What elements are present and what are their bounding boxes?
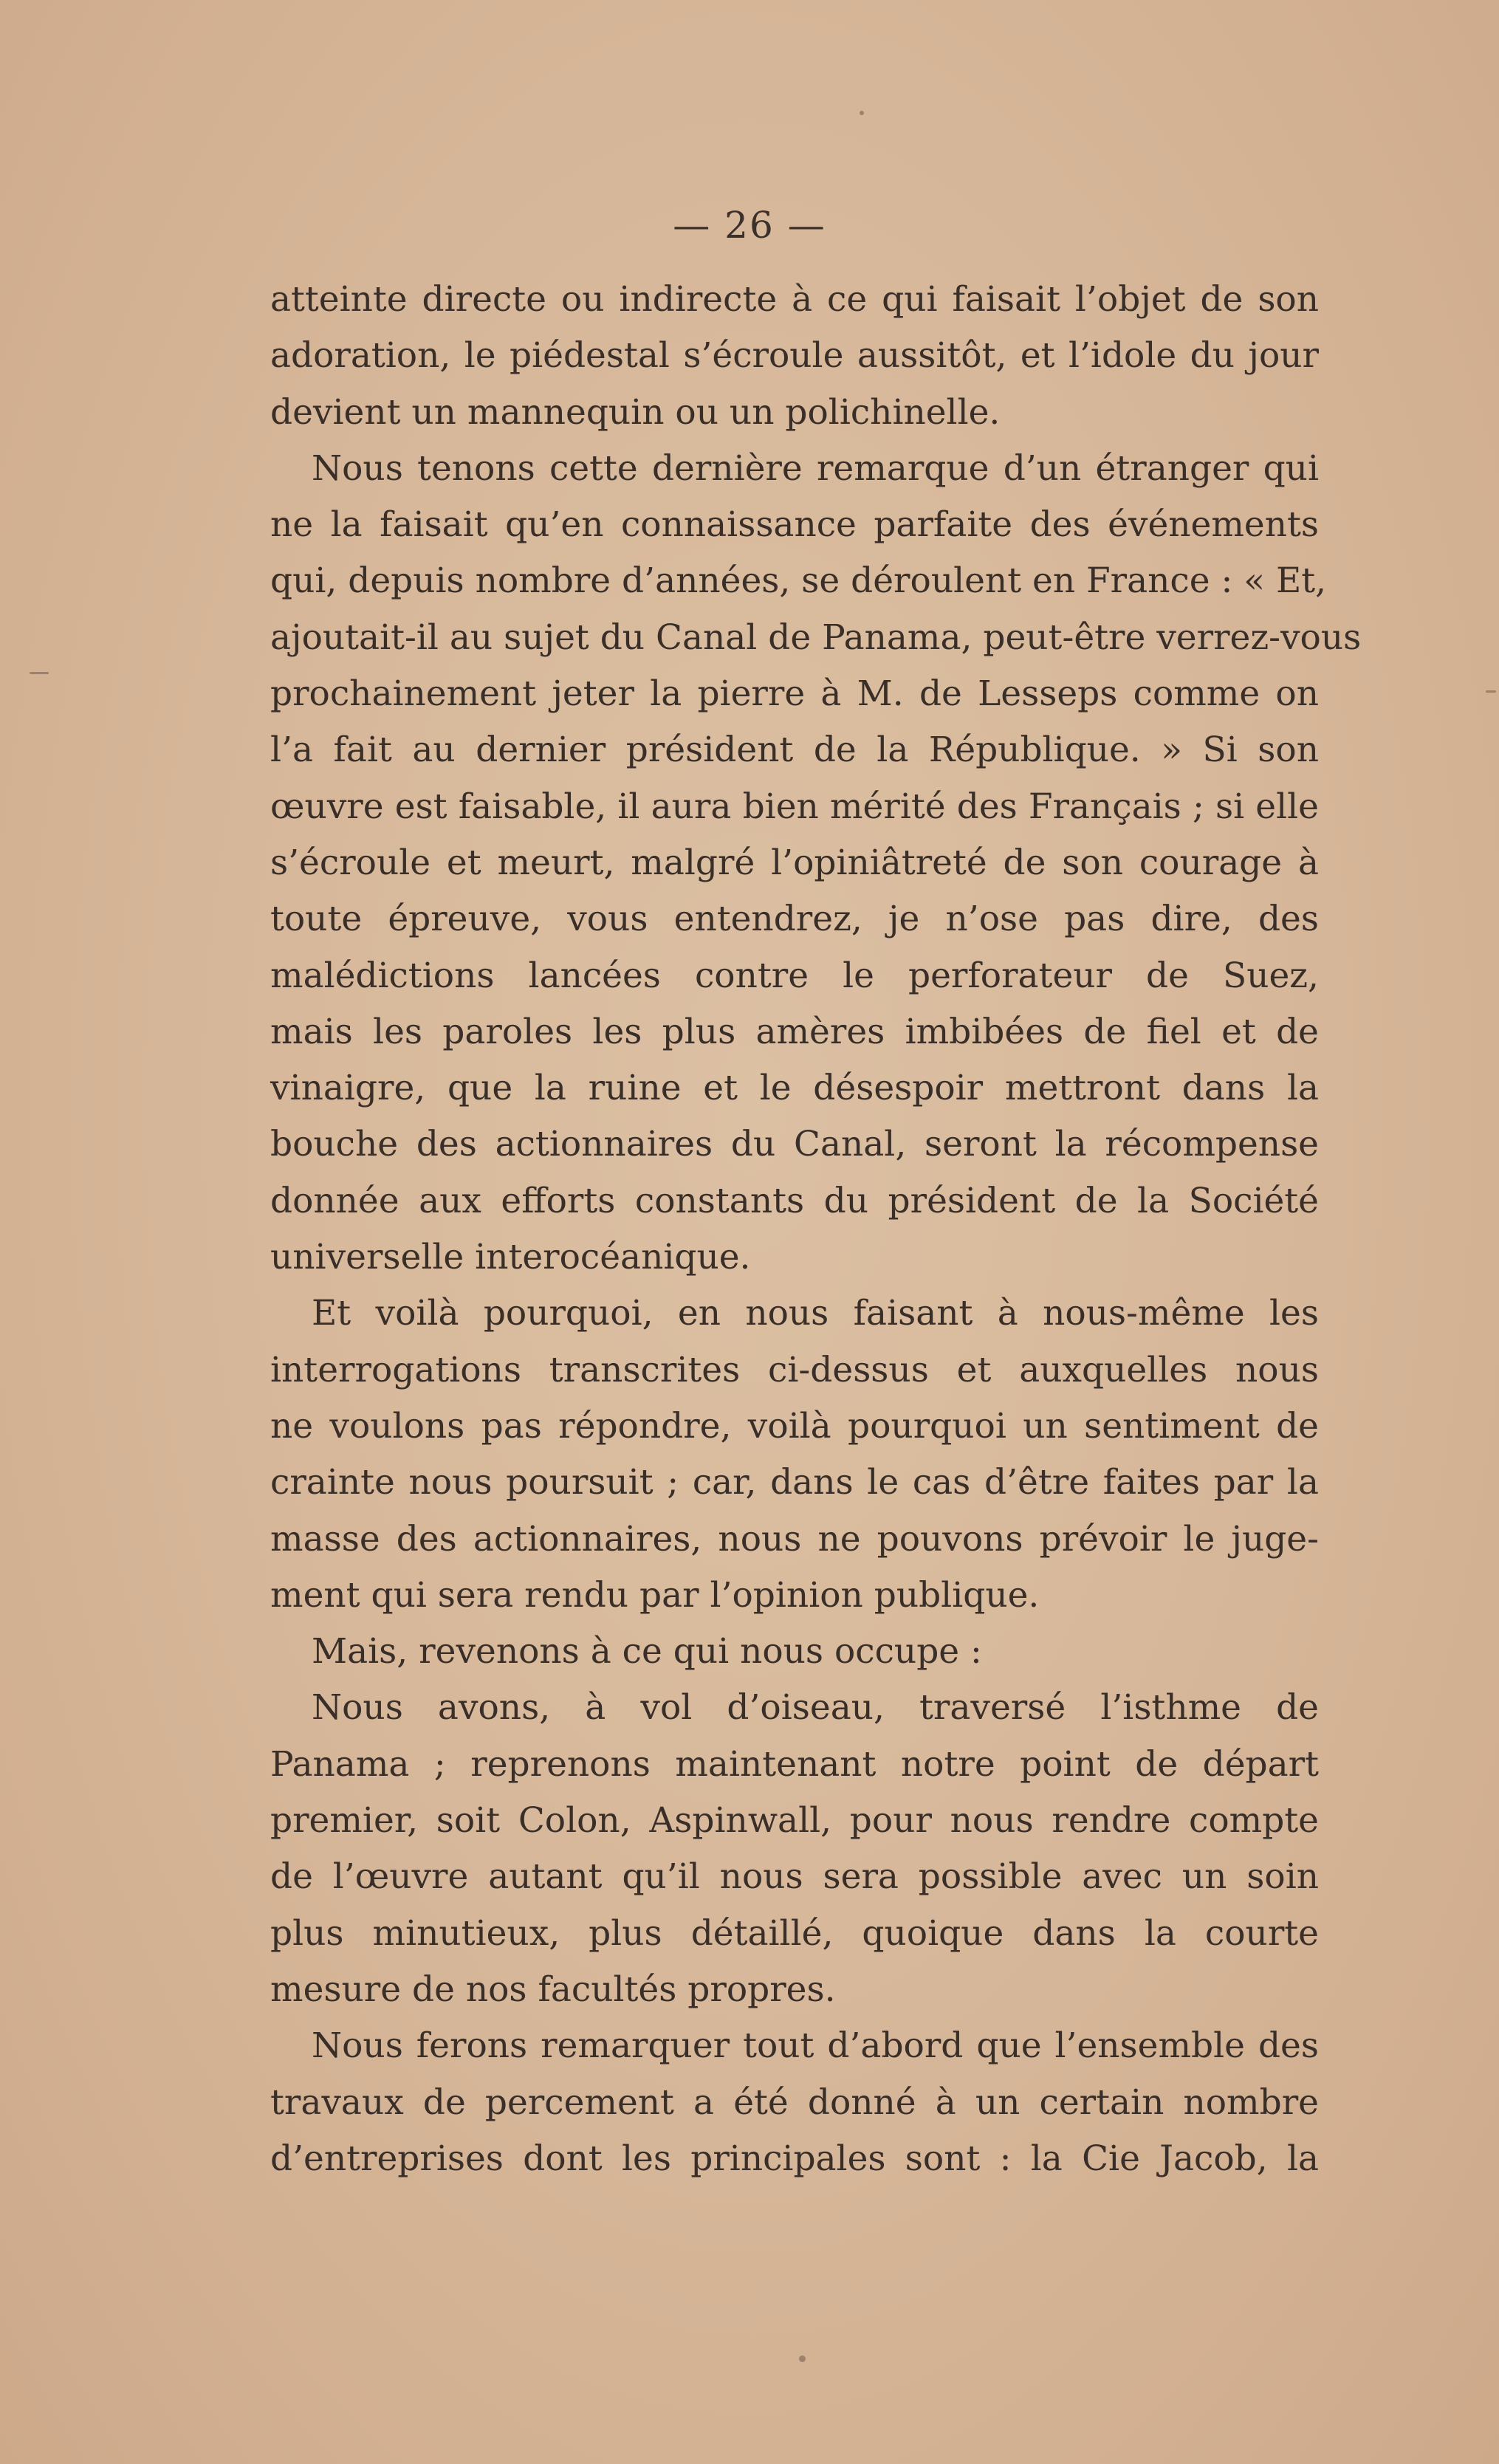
- text-line: Nous tenons cette dernière remarque d’un étranger qui: [312, 447, 1319, 489]
- text-line: ajoutait-il au sujet du Canal de Panama, peut-être verrez-vous: [270, 617, 1362, 658]
- text-line: de l’œuvre autant qu’il nous sera possible avec un soin: [270, 1856, 1319, 1898]
- text-line: prochainement jeter la pierre à M. de Lesseps comme on: [270, 673, 1319, 715]
- text-line: toute épreuve, vous entendrez, je n’ose pas dire, des: [270, 899, 1319, 940]
- text-line: masse des actionnaires, nous ne pouvons prévoir le juge-: [270, 1518, 1319, 1559]
- paper-speck: [799, 2355, 806, 2362]
- text-line: vinaigre, que la ruine et le désespoir mettront dans la: [270, 1068, 1319, 1109]
- text-line: ne voulons pas répondre, voilà pourquoi un sentiment de: [270, 1405, 1319, 1447]
- body-text: [270, 272, 1362, 2187]
- text-line: Nous ferons remarquer tout d’abord que l’ensemble des: [312, 2025, 1319, 2067]
- paper-speck: [1486, 690, 1496, 693]
- text-line: devient un mannequin ou un polichinelle.: [270, 391, 1001, 433]
- text-line: œuvre est faisable, il aura bien mérité des Français ; si elle: [270, 786, 1319, 827]
- text-line: Et voilà pourquoi, en nous faisant à nous-même les: [312, 1293, 1319, 1334]
- page-number: — 26 —: [673, 204, 826, 247]
- text-line: qui, depuis nombre d’années, se déroulent en France : « Et,: [270, 560, 1327, 602]
- paper-speck: [30, 672, 49, 674]
- text-line: mais les paroles les plus amères imbibées de fiel et de: [270, 1011, 1319, 1052]
- text-line: crainte nous poursuit ; car, dans le cas d’être faites par la: [270, 1462, 1319, 1503]
- text-line: ne la faisait qu’en connaissance parfaite des événements: [270, 504, 1319, 546]
- text-line: atteinte directe ou indirecte à ce qui faisait l’objet de son: [270, 279, 1319, 320]
- text-line: travaux de percement a été donné à un certain nombre: [270, 2082, 1319, 2123]
- text-line: d’entreprises dont les principales sont : la Cie Jacob, la: [270, 2138, 1319, 2179]
- paper-speck: [860, 111, 864, 115]
- text-line: Nous avons, à vol d’oiseau, traversé l’isthme de: [312, 1687, 1319, 1729]
- text-line: l’a fait au dernier président de la République. » Si son: [270, 730, 1319, 771]
- text-line: universelle interocéanique.: [270, 1237, 751, 1278]
- text-line: donnée aux efforts constants du président de la Société: [270, 1180, 1319, 1221]
- text-line: malédictions lancées contre le perforateur de Suez,: [270, 955, 1319, 996]
- text-line: premier, soit Colon, Aspinwall, pour nous rendre compte: [270, 1800, 1319, 1842]
- text-line: ment qui sera rendu par l’opinion publique.: [270, 1574, 1040, 1616]
- text-line: interrogations transcrites ci-dessus et auxquelles nous: [270, 1349, 1319, 1390]
- text-line: adoration, le piédestal s’écroule aussitôt, et l’idole du jour: [270, 335, 1319, 377]
- text-line: plus minutieux, plus détaillé, quoique dans la courte: [270, 1912, 1319, 1954]
- text-line: bouche des actionnaires du Canal, seront la récompense: [270, 1124, 1319, 1165]
- text-line: Panama ; reprenons maintenant notre point de départ: [270, 1743, 1319, 1785]
- text-line: Mais, revenons à ce qui nous occupe :: [312, 1631, 982, 1672]
- text-line: mesure de nos facultés propres.: [270, 1969, 836, 2010]
- text-line: s’écroule et meurt, malgré l’opiniâtreté de son courage à: [270, 842, 1319, 883]
